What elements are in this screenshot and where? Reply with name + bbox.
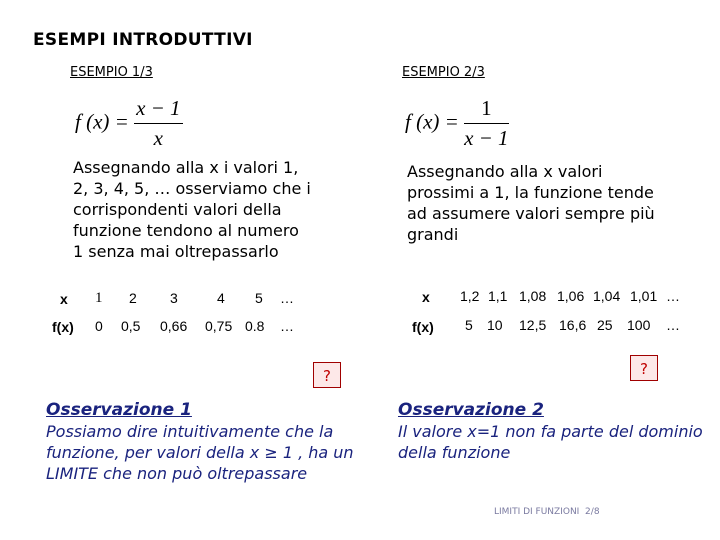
table-x-value: 3 — [170, 290, 178, 306]
table-x-value: 1,08 — [519, 288, 547, 304]
formula-fraction — [134, 96, 183, 151]
observation-1-title: Osservazione 1 — [46, 400, 192, 420]
description-line: corrispondenti valori della — [73, 200, 282, 219]
table-f-value: 16,6 — [559, 317, 587, 333]
observation-line: LIMITE che non può oltrepassare — [46, 464, 308, 483]
table-f-value: … — [666, 317, 680, 333]
table-x-value: 2 — [129, 290, 137, 306]
question-mark-box[interactable]: ? — [313, 362, 341, 388]
table-f-value: 100 — [627, 317, 651, 333]
table-x-label: x — [422, 289, 430, 305]
example-2-formula — [405, 96, 509, 151]
observation-1-text — [46, 421, 354, 484]
observation-2-text — [398, 421, 703, 463]
table-f-value: 0,75 — [205, 318, 233, 334]
table-f-value: 10 — [487, 317, 503, 333]
table-f-value: 25 — [597, 317, 613, 333]
formula-denominator: x — [153, 126, 163, 150]
example-2-subtitle: ESEMPIO 2/3 — [402, 65, 485, 80]
observation-line: Possiamo dire intuitivamente che la — [46, 422, 334, 441]
description-line: grandi — [407, 225, 459, 244]
footer-page-label: LIMITI DI FUNZIONI 2/8 — [494, 507, 600, 517]
table-f-label: f(x) — [412, 319, 434, 335]
table-f-label: f(x) — [52, 319, 74, 335]
table-x-value: … — [666, 288, 680, 304]
table-f-value: 0,5 — [121, 318, 141, 334]
table-x-value: 4 — [217, 290, 225, 306]
description-line: ad assumere valori sempre più — [407, 204, 655, 223]
formula-numerator: x − 1 — [134, 96, 183, 124]
question-mark-box[interactable]: ? — [630, 355, 658, 381]
table-x-label: x — [60, 291, 68, 307]
table-f-value: 0,66 — [160, 318, 188, 334]
description-line: 2, 3, 4, 5, … osserviamo che i — [73, 179, 311, 198]
example-2-description — [407, 161, 655, 245]
table-f-value: 0 — [95, 318, 103, 334]
observation-line: funzione, per valori della x ≥ 1 , ha un — [46, 443, 354, 462]
table-x-value: 1 — [95, 290, 103, 306]
formula-fraction — [464, 96, 509, 151]
formula-lhs: f (x) = — [75, 109, 129, 134]
formula-numerator: 1 — [464, 96, 509, 124]
observation-line: Il valore x=1 non fa parte del dominio — [398, 422, 703, 441]
formula-lhs: f (x) = — [405, 109, 459, 134]
table-x-value: 1,06 — [557, 288, 585, 304]
table-x-value: 1,04 — [593, 288, 621, 304]
table-x-value: 1,01 — [630, 288, 658, 304]
table-f-value: 12,5 — [519, 317, 547, 333]
description-line: Assegnando alla x i valori 1, — [73, 158, 299, 177]
formula-denominator: x − 1 — [464, 126, 509, 150]
observation-2-title: Osservazione 2 — [398, 400, 544, 420]
example-1-subtitle: ESEMPIO 1/3 — [70, 65, 153, 80]
table-f-value: 0.8 — [245, 318, 265, 334]
table-f-value: … — [280, 318, 294, 334]
description-line: Assegnando alla x valori — [407, 162, 603, 181]
table-x-value: … — [280, 290, 294, 306]
example-1-formula — [75, 96, 183, 151]
description-line: prossimi a 1, la funzione tende — [407, 183, 654, 202]
description-line: 1 senza mai oltrepassarlo — [73, 242, 279, 261]
description-line: funzione tendono al numero — [73, 221, 299, 240]
observation-line: della funzione — [398, 443, 511, 462]
table-f-value: 5 — [465, 317, 473, 333]
table-x-value: 1,1 — [488, 288, 508, 304]
table-x-value: 1,2 — [460, 288, 480, 304]
table-x-value: 5 — [255, 290, 263, 306]
example-1-description — [73, 157, 311, 262]
page-title: ESEMPI INTRODUTTIVI — [33, 30, 253, 50]
